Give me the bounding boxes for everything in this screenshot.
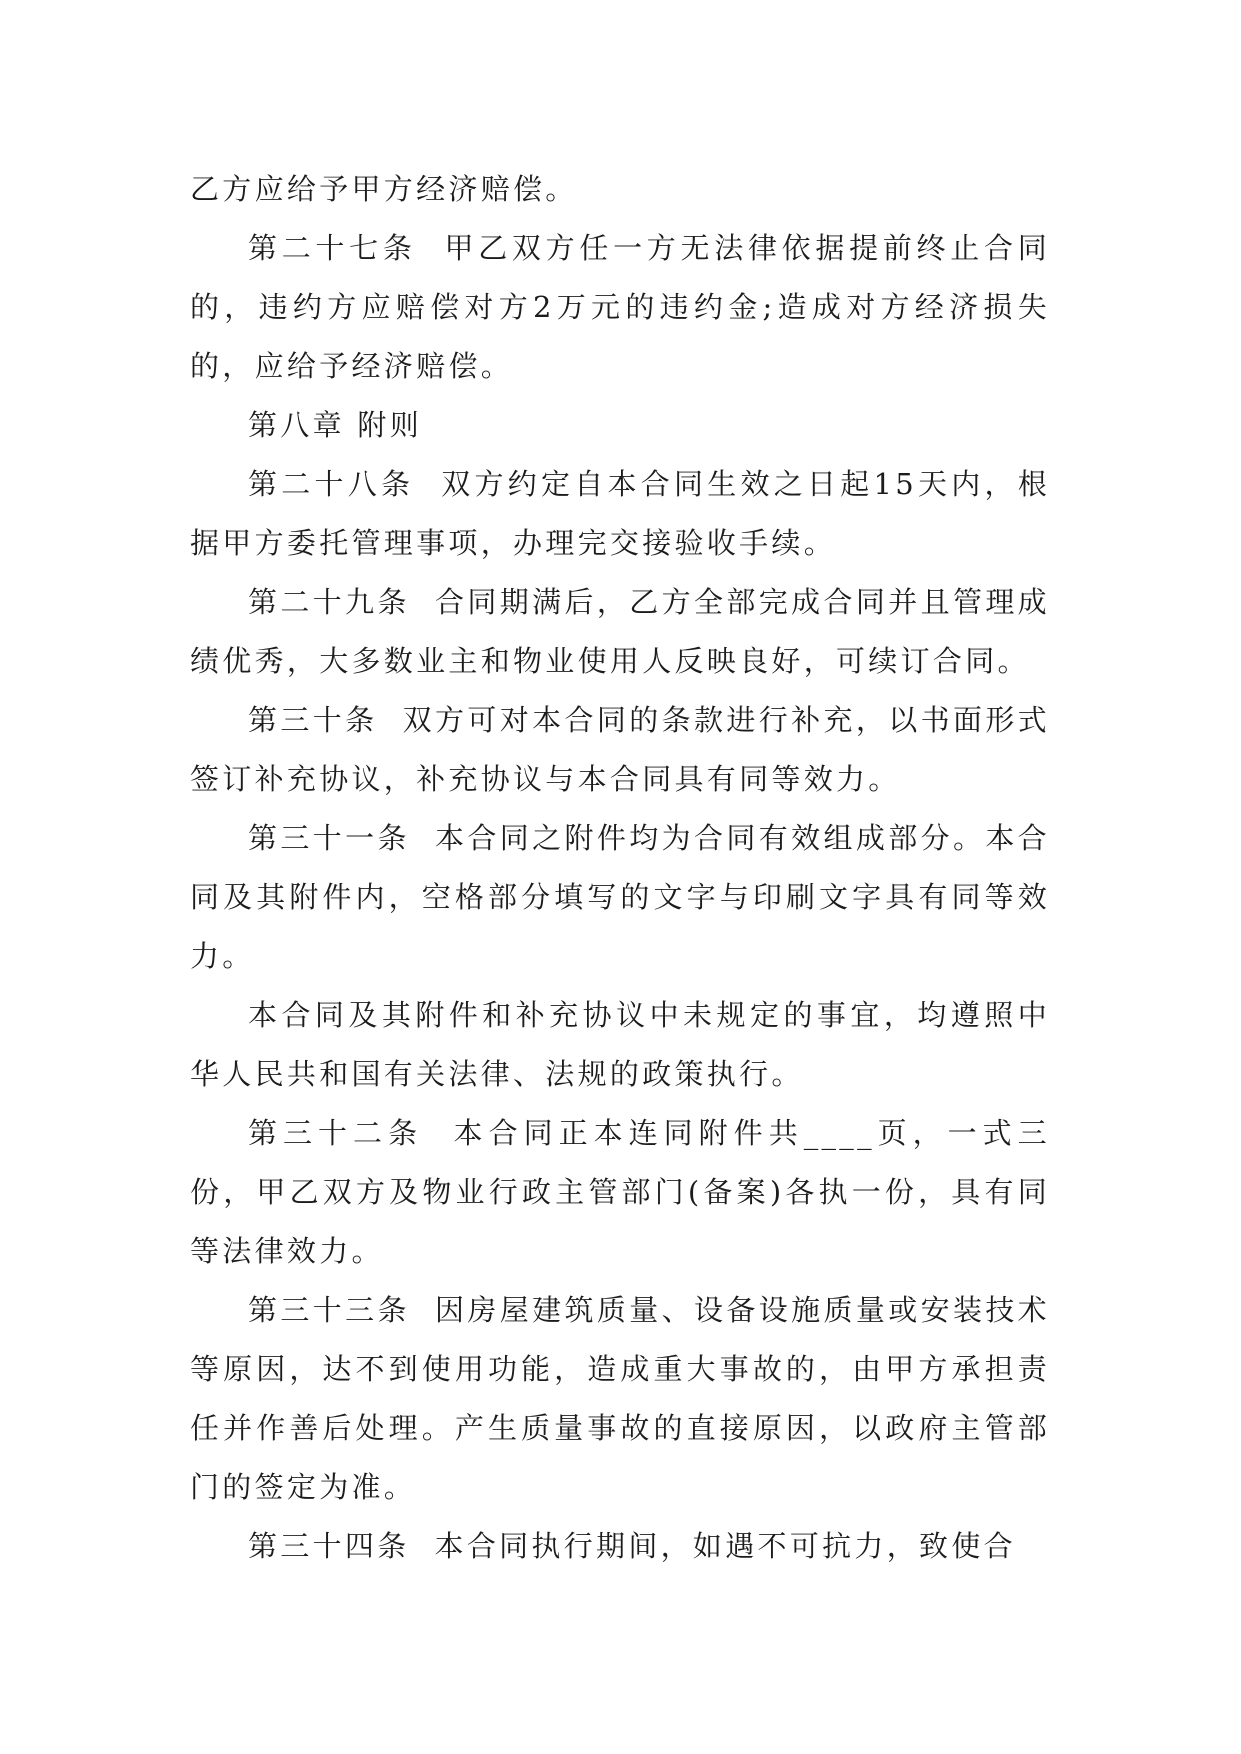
paragraph-article-30: 第三十条 双方可对本合同的条款进行补充，以书面形式签订补充协议，补充协议与本合同具有同等效力。 — [190, 703, 1050, 796]
document-body — [190, 160, 1050, 1576]
chapter-heading: 第八章 附则 — [248, 408, 423, 442]
paragraph-article-31: 第三十一条 本合同之附件均为合同有效组成部分。本合同及其附件内，空格部分填写的文字与印刷文字具有同等效力。 — [190, 821, 1050, 973]
paragraph-article-32: 第三十二条 本合同正本连同附件共____页，一式三份，甲乙双方及物业行政主管部门(备案)各执一份，具有同等法律效力。 — [190, 1116, 1050, 1268]
paragraph-continuation: 乙方应给予甲方经济赔偿。 — [190, 172, 578, 206]
paragraph-article-29: 第二十九条 合同期满后，乙方全部完成合同并且管理成绩优秀，大多数业主和物业使用人反映良好，可续订合同。 — [190, 585, 1050, 678]
paragraph-supplementary-rule: 本合同及其附件和补充协议中未规定的事宜，均遵照中华人民共和国有关法律、法规的政策执行。 — [190, 998, 1050, 1091]
paragraph-article-28: 第二十八条 双方约定自本合同生效之日起15天内，根据甲方委托管理事项，办理完交接验收手续。 — [190, 467, 1050, 560]
paragraph-article-27: 第二十七条 甲乙双方任一方无法律依据提前终止合同的，违约方应赔偿对方2万元的违约金;造成对方经济损失的，应给予经济赔偿。 — [190, 231, 1050, 383]
paragraph-article-33: 第三十三条 因房屋建筑质量、设备设施质量或安装技术等原因，达不到使用功能，造成重大事故的，由甲方承担责任并作善后处理。产生质量事故的直接原因，以政府主管部门的签定为准。 — [190, 1293, 1050, 1504]
paragraph-article-34: 第三十四条 本合同执行期间，如遇不可抗力，致使合 — [248, 1529, 1016, 1563]
